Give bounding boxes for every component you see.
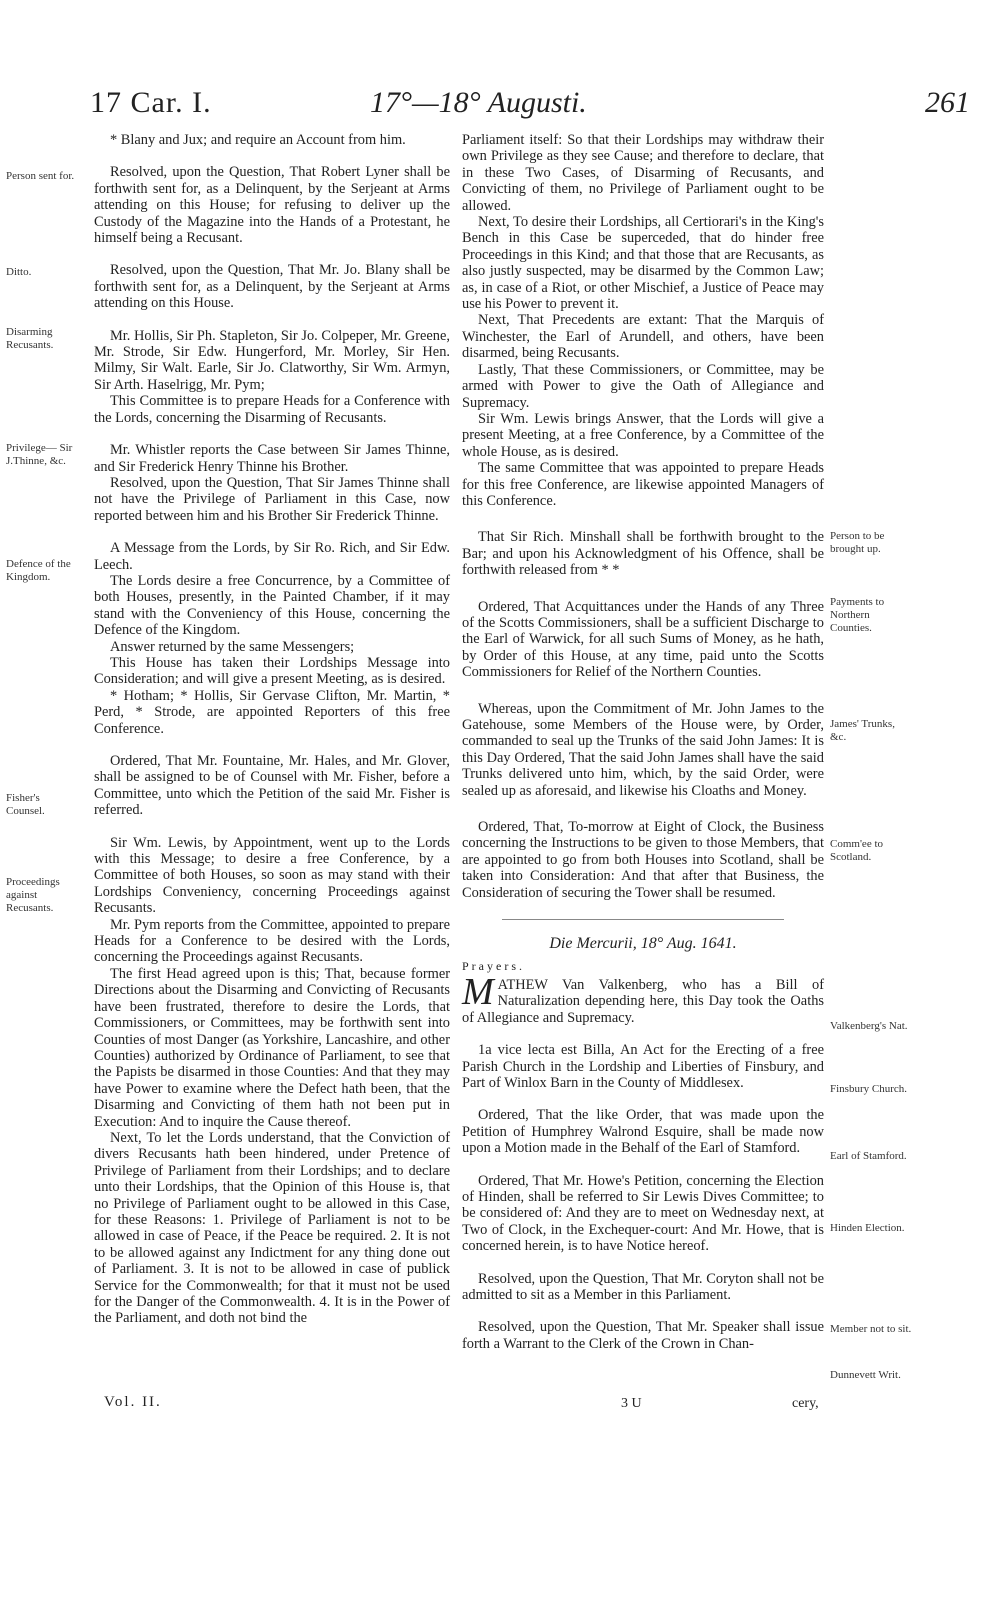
margin-note: Person sent for. xyxy=(6,170,75,182)
margin-note: Hinden Election. xyxy=(830,1222,905,1234)
margin-note: Valkenberg's Nat. xyxy=(830,1020,908,1032)
margin-note: Earl of Stamford. xyxy=(830,1150,907,1162)
prayers-label: Prayers. xyxy=(462,959,525,974)
paragraph: Parliament itself: So that their Lordships may withdraw their own Privilege as they see Cause; and therefore to declare, that in these Two Cases, of Disarming of Recusants, and Convicting of them, no Privilege of Parliament ought to be allowed. xyxy=(462,132,824,214)
paragraph xyxy=(462,970,824,1026)
paragraph: Resolved, upon the Question, That Mr. Jo. Blany shall be forthwith sent for, as a Delinquent, by the Serjeant at Arms attending on this House. xyxy=(94,262,450,312)
paragraph: This Committee is to prepare Heads for a Conference with the Lords, concerning the Disarming of Recusants. xyxy=(94,393,450,426)
margin-note: Dunnevett Writ. xyxy=(830,1369,901,1381)
paragraph: Mr. Hollis, Sir Ph. Stapleton, Sir Jo. Colpeper, Mr. Greene, Mr. Strode, Sir Edw. Hungerford, Mr. Morley, Sir Hen. Milmy, Sir Walt. Earle, Sir Jo. Clatworthy, Sir Wm. Armyn, Sir Arth. Haselrigg, Mr. Pym; xyxy=(94,327,450,393)
paragraph: This House has taken their Lordships Message into Consideration; and will give a present Meeting, as is desired. xyxy=(94,654,450,688)
drop-cap: M xyxy=(462,970,494,1013)
margin-note: Finsbury Church. xyxy=(830,1083,907,1095)
paragraph: Sir Wm. Lewis brings Answer, that the Lords will give a present Meeting, at a free Conference, by a Committee of the whole House, as is desired. xyxy=(462,410,824,460)
margin-note: Payments to Northern Counties. xyxy=(830,596,885,634)
paragraph: Whereas, upon the Commitment of Mr. John James to the Gatehouse, some Members of the House were, by Order, commanded to seal up the Trunks of the said John James: It is this Day Ordered, That the said John James shall have the said Trunks delivered unto him, which, by the said Order, were sealed up as aforesaid, and likewise his Cloaths and Money. xyxy=(462,700,824,799)
paragraph: That Sir Rich. Minshall shall be forthwith brought to the Bar; and upon his Acknowledgment of his Offence, shall be forthwith released from * * xyxy=(462,529,824,579)
margin-note: Fisher's Counsel. xyxy=(6,792,45,817)
margin-note: Disarming Recusants. xyxy=(6,326,54,351)
running-header-date: 17°—18° Augusti. xyxy=(370,86,587,119)
running-header-left: 17 Car. I. xyxy=(90,86,212,119)
margin-note: Comm'ee to Scotland. xyxy=(830,838,884,863)
paragraph: Ordered, That the like Order, that was made upon the Petition of Humphrey Walrond Esquire, shall be made now upon a Motion made in the Behalf of the Earl of Stamford. xyxy=(462,1107,824,1157)
margin-note: Person to be brought up. xyxy=(830,530,885,555)
margin-note: Ditto. xyxy=(6,266,32,278)
paragraph: A Message from the Lords, by Sir Ro. Rich, and Sir Edw. Leech. xyxy=(94,540,450,573)
paragraph: Next, That Precedents are extant: That the Marquis of Winchester, the Earl of Arundell, and others, have been disarmed, being Recusants. xyxy=(462,312,824,362)
paragraph: Resolved, upon the Question, That Mr. Speaker shall issue forth a Warrant to the Clerk of the Crown in Chan- xyxy=(462,1319,824,1352)
paragraph: Answer returned by the same Messengers; xyxy=(110,638,355,655)
margin-note: Proceedings against Recusants. xyxy=(6,876,60,914)
margin-note: Member not to sit. xyxy=(830,1323,912,1335)
paragraph: Ordered, That Mr. Howe's Petition, concerning the Election of Hinden, shall be referred to Sir Lewis Dives Committee; to be considered of: And they are to meet on Wednesday next, at Two of Clock, in the Exchequer-court: And Mr. Howe, that is concerned herein, is to have Notice hereof. xyxy=(462,1172,824,1255)
paragraph: Next, To desire their Lordships, all Certiorari's in the King's Bench in this Case be superceded, that do hinder free Proceedings in this Kind; and that those that are Recusants, as also justly suspected, may be disarmed by the Common Law; as, in case of a Riot, or other Mischief, a Justice of Peace may use his Power to prevent it. xyxy=(462,214,824,313)
paragraph: Resolved, upon the Question, That Mr. Coryton shall not be admitted to sit as a Member in this Parliament. xyxy=(462,1270,824,1303)
paragraph: * Hotham; * Hollis, Sir Gervase Clifton, Mr. Martin, * Perd, * Strode, are appointed Reporters of this free Conference. xyxy=(94,687,450,737)
paragraph: * Blany and Jux; and require an Account from him. xyxy=(110,132,406,148)
paragraph-text: ATHEW Van Valkenberg, who has a Bill of Naturalization depending here, this Day took the Oaths of Allegiance and Supremacy. xyxy=(462,976,824,1026)
paragraph: 1a vice lecta est Billa, An Act for the Erecting of a free Parish Church in the Lordship and Liberties of Finsbury, and Part of Winlox Barn in the County of Middlesex. xyxy=(462,1042,824,1091)
paragraph: Mr. Pym reports from the Committee, appointed to prepare Heads for a Conference to be desired with the Lords, concerning the Proceedings against Recusants. xyxy=(94,916,450,966)
catchword: cery, xyxy=(792,1396,819,1411)
margin-note: James' Trunks, &c. xyxy=(830,718,895,743)
paragraph: Ordered, That Acquittances under the Hands of any Three of the Scotts Commissioners, shall be a sufficient Discharge to the Earl of Warwick, for all such Sums of Money, as he hath, by Order of this House, at any time, paid unto the Scotts Commissioners for Relief of the Northern Counties. xyxy=(462,598,824,681)
paragraph: Ordered, That Mr. Fountaine, Mr. Hales, and Mr. Glover, shall be assigned to be of Counsel with Mr. Fisher, before a Committee, unto which the Petition of the said Mr. Fisher is referred. xyxy=(94,753,450,819)
margin-note: Defence of the Kingdom. xyxy=(6,558,71,583)
paragraph: The first Head agreed upon is this; That, because former Directions about the Disarming and Convicting of Recusants have been frustrated, therefore to desire the Lords, that Commissioners, or Committees, may be forthwith sent into Counties of most Danger (as Yorkshire, Lancashire, and other Counties) authorized by Ordinance of Parliament, to see that the Papists be disarmed in those Counties: And that they may have Power to examine where the Defect hath been, that the Disarming and Convicting of them hath not been put in Execution: And to inquire the Cause thereof. xyxy=(94,965,450,1130)
paragraph: Sir Wm. Lewis, by Appointment, went up to the Lords with this Message; to desire a free Conference, by a Committee of both Houses, so soon as may stand with their Lordships Conveniency, concerning Proceedings against Recusants. xyxy=(94,834,450,917)
section-divider xyxy=(502,919,784,920)
right-column xyxy=(462,132,824,1352)
paragraph: The same Committee that was appointed to prepare Heads for this free Conference, are likewise appointed Managers of this Conference. xyxy=(462,460,824,509)
paragraph: Resolved, upon the Question, That Robert Lyner shall be forthwith sent for, as a Delinquent, by the Serjeant at Arms attending on this House; for refusing to deliver up the Custody of the Magazine into the Hands of a Protestant, he himself being a Recusant. xyxy=(94,164,450,247)
margin-note: Privilege— Sir J.Thinne, &c. xyxy=(6,442,73,467)
paragraph: Ordered, That, To-morrow at Eight of Clock, the Business concerning the Instructions to be given to those Members, that are appointed to go from both Houses into Scotland, shall be taken into Consideration: And that after that Business, the Consideration of securing the Tower shall be resumed. xyxy=(462,819,824,901)
paragraph: Lastly, That these Commissioners, or Committee, may be armed with Power to give the Oath of Allegiance and Supremacy. xyxy=(462,361,824,411)
paragraph: Next, To let the Lords understand, that the Conviction of divers Recusants hath been hindered, under Pretence of Privilege of Parliament from their Lordships; and to declare unto their Lordships, that the Opinion of this House is, that no Privilege of Parliament ought to be allowed in this Case, for these Reasons: 1. Privilege of Parliament is not to be allowed in case of Peace, if the Peace be required. 2. It is not to be allowed against any Indictment for any thing done out of Parliament. 3. It is not to be allowed in case of publick Service for the Commonwealth; for that it must not be used for the Danger of the Commonwealth. 4. It is in the Power of the Parliament, and doth not bind the xyxy=(94,1129,450,1327)
volume-label: Vol. II. xyxy=(104,1394,162,1410)
signature-mark: 3 U xyxy=(621,1396,642,1411)
page-number: 261 xyxy=(925,86,970,119)
paragraph: The Lords desire a free Concurrence, by a Committee of both Houses, presently, in the Painted Chamber, if it may stand with the Conveniency of this House, concerning the Defence of the Kingdom. xyxy=(94,572,450,639)
day-heading: Die Mercurii, 18° Aug. 1641. xyxy=(549,935,737,953)
paragraph: Resolved, upon the Question, That Sir James Thinne shall not have the Privilege of Parliament in this Case, now reported between him and his Brother Sir Frederick Thinne. xyxy=(94,474,450,524)
left-column xyxy=(94,132,450,1327)
paragraph: Mr. Whistler reports the Case between Sir James Thinne, and Sir Frederick Henry Thinne his Brother. xyxy=(94,442,450,475)
